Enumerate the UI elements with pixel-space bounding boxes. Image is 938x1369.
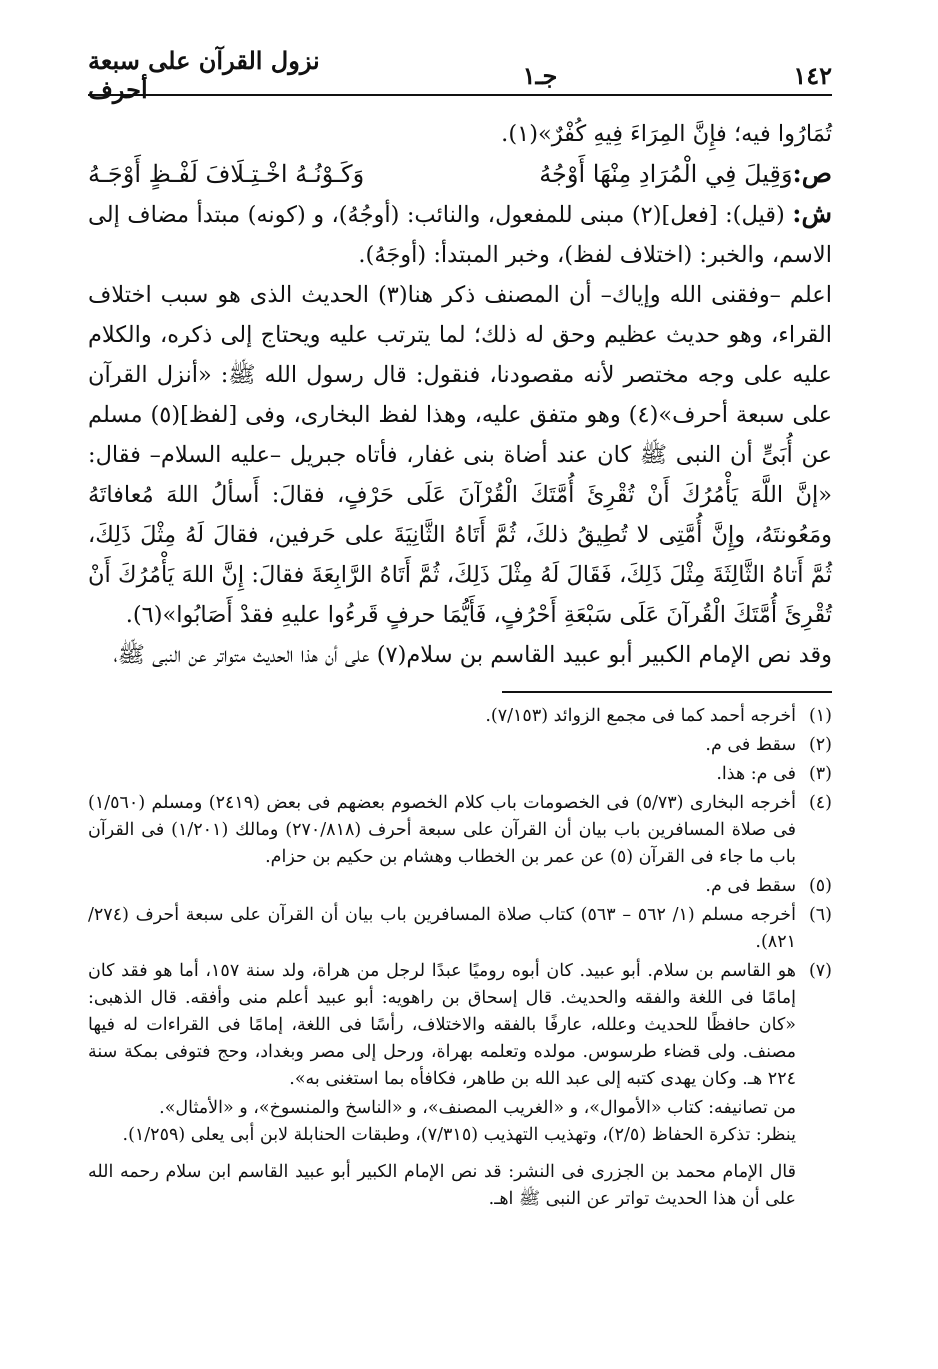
hadith-paragraph: اعلم –وفقنى الله وإياك– أن المصنف ذكر هنا(٣) الحديث الذى هو سبب اختلاف القراء، وهو حديث عظيم وحق له ذلك؛ لما يترتب عليه ويحتاج إلى ذكره، والكلام عليه على وجه مختصر لأنه مقصودنا، فنقول: قال رسول الله ﷺ: «أنزل القرآن على سبعة أحرف»(٤) وهو متفق عليه، وهذا لفظ البخارى، وفى [لفظ](٥) مسلم عن أُبَىٍّ أن النبى ﷺ كان عند أضاة بنى غفار، فأتاه جبريل –عليه السلام– فقال: «إنَّ اللَّهَ يَأْمُرُكَ أَنْ تُقْرِئَ أُمَّتَكَ الْقُرْآنَ عَلَى حَرْفٍ، فقالَ: أَسألُ اللهَ مُعافاتَهُ ومَعُونتَهُ، وإِنَّ أُمَّتِى لا تُطِيقُ ذلكَ، ثُمَّ أَتَاهُ الثَّانِيَةَ على حَرفين، فقالَ لَهُ مِثْلَ ذَلِكَ، ثُمَّ أَتاهُ الثَّالِثَةَ مِثْلَ ذَلِكَ، فَقَالَ لَهُ مِثْلَ ذَلِكَ، ثُمَّ أَتَاهُ الرَّابِعَةَ فقالَ: إِنَّ اللهَ يَأْمُرُكَ أَنْ تُقْرِئَ أُمَّتَكَ الْقُرآنَ عَلَى سَبْعَةِ أَحْرُفٍ، فَأَيُّمَا حرفٍ قَرءُوا عليهِ فقدْ أَصَابُوا»(٦).: [88, 282, 833, 628]
sharh-text: (قيل): [فعل](٢) مبنى للمفعول، والنائب: (أوجُهُ)، و (كونه) مبتدأ مضاف إلى الاسم، والخبر: (اختلاف لفظ)، وخبر المبتدأ: (أوجَهُ).: [88, 202, 832, 268]
footnote-7-continuation: [88, 1095, 796, 1213]
paragraph-continuation: تُمَارُوا فيه؛ فإِنَّ المِرَاءَ فِيهِ كُفْرٌ»(١).: [501, 121, 832, 147]
footnote-text: هو القاسم بن سلام. أبو عبيد. كان أبوه روميًا عبدًا لرجل من هراة، ولد سنة ١٥٧، أما هو فقد كان إمامًا فى اللغة والفقه والحديث. قال إسحاق بن راهويه: أبو عبيد أعلم منى وأفقه. قال الذهبى: «كان حافظًا للحديث وعلله، عارفًا بالفقه والاختلاف، رأسًا فى اللغة، إمامًا فى القراءات له فيها مصنف. ولى قضاء طرسوس. مولده وتعلمه بهراة، ورحل إلى مصر وبغداد، وحج فتوفى بمكة سنة ٢٢٤ هـ. وكان يهدى كتبه إلى عبد الله بن طاهر، فكافأه بما استغنى به».: [88, 961, 796, 1089]
volume-label: جـ١: [522, 60, 558, 90]
footnote-text: سقط فى م.: [705, 876, 796, 896]
closing-paragraph: وقد نص الإمام الكبير أبو عبيد القاسم بن سلام(٧) على أن هذا الحديث متواتر عن النبى ﷺ،: [113, 642, 832, 668]
verse-hemistich-2: وَكَـوْنُـهُ اخْـتِـلَافَ لَفْـظٍ أَوْجَـهُ: [88, 160, 365, 188]
footnote-number: (٧): [808, 961, 832, 981]
footnote-text: أخرجه أحمد كما فى مجمع الزوائد (٧/١٥٣).: [485, 706, 796, 726]
footnote-quote: قال الإمام محمد بن الجزرى فى النشر: قد نص الإمام الكبير أبو عبيد القاسم ابن سلام رحمه الله على أن هذا الحديث تواتر عن النبى ﷺ اهـ.: [88, 1162, 796, 1209]
footnote-separator: [502, 691, 832, 693]
verse-marker: ص:: [792, 159, 832, 188]
verse-line: [88, 154, 832, 194]
sharh-paragraph: [88, 194, 832, 275]
footnote: [88, 703, 832, 730]
footnote: [88, 790, 832, 871]
footnote-number: (١): [808, 706, 832, 726]
footnote-text: فى م: هذا.: [716, 764, 796, 784]
footnote-text: أخرجه البخارى (٥/٧٣) فى الخصومات باب كلام الخصوم بعضهم فى بعض (٢٤١٩) ومسلم (١/٥٦٠) فى صلاة المسافرين باب بيان أن القرآن على سبعة أحرف (٢٧٠/٨١٨) ومالك (١/٢٠١) فى القرآن باب ما جاء فى القرآن (٥) عن عمر بن الخطاب وهشام بن حكيم بن حزام.: [88, 793, 796, 867]
footnote: [88, 732, 832, 759]
footnote-number: (٣): [808, 764, 832, 784]
footnote: [88, 873, 832, 900]
footnote: [88, 902, 832, 956]
footnote-text: أخرجه مسلم (١/ ٥٦٢ – ٥٦٣) كتاب صلاة المسافرين باب بيان أن القرآن على سبعة أحرف (٢٧٤/ ٨٢١).: [88, 905, 796, 952]
main-text: [88, 114, 832, 675]
footnotes: [88, 703, 832, 1213]
footnote-number: (٦): [808, 905, 832, 925]
footnote-number: (٤): [808, 793, 832, 813]
page: [88, 46, 833, 1213]
footnote-number: (٢): [808, 735, 832, 755]
footnote-number: (٥): [808, 876, 832, 896]
page-header: [88, 46, 832, 104]
verse-hemistich-1: وَقِيلَ فِي الْمُرَادِ مِنْهَا أَوْجُهُ: [539, 160, 793, 188]
footnote-references: ينظر: تذكرة الحفاظ (٢/٥)، وتهذيب التهذيب (٧/٣١٥)، وطبقات الحنابلة لابن أبى يعلى (١/٢٥٩).: [122, 1125, 796, 1145]
footnote-text: سقط فى م.: [705, 735, 796, 755]
page-number: ١٤٢: [793, 60, 832, 90]
running-title: نزول القرآن على سبعة أحرف: [88, 46, 320, 104]
sharh-marker: ش:: [792, 199, 833, 228]
footnote: [88, 761, 832, 788]
footnote: [88, 958, 832, 1093]
footnote-works: من تصانيفه: كتاب «الأموال»، و «الغريب المصنف»، و «الناسخ والمنسوخ»، و «الأمثال».: [159, 1098, 796, 1118]
